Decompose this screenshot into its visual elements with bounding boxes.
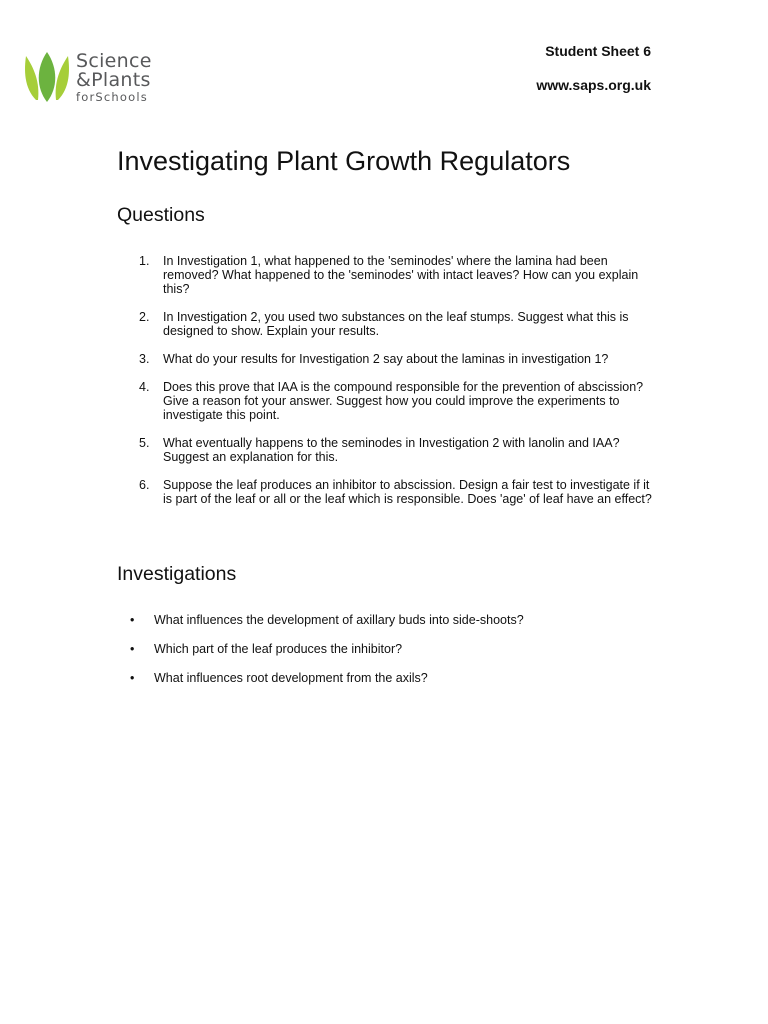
- question-number: 5.: [139, 436, 150, 450]
- question-item: [117, 436, 657, 464]
- question-number: 6.: [139, 478, 150, 492]
- question-number: 1.: [139, 254, 150, 268]
- bullet-icon: •: [130, 671, 135, 685]
- question-text: In Investigation 1, what happened to the 'seminodes' where the lamina had been removed? What happened to the 'seminodes' with intact leaves? How can you explain this?: [163, 254, 639, 296]
- question-item: [117, 254, 657, 296]
- question-item: [117, 352, 657, 366]
- sheet-label: Student Sheet 6: [545, 43, 651, 59]
- question-number: 3.: [139, 352, 150, 366]
- site-url: www.saps.org.uk: [536, 77, 651, 93]
- question-text: What do your results for Investigation 2 say about the laminas in investigation 1?: [163, 352, 609, 366]
- logo-line-science: Science: [76, 50, 152, 72]
- investigation-text: What influences root development from the axils?: [154, 671, 428, 685]
- investigation-list: [117, 613, 657, 700]
- investigations-heading: Investigations: [117, 563, 237, 585]
- leaves-icon: [22, 48, 72, 106]
- logo-line-schools: forSchools: [76, 90, 148, 104]
- logo-line-plants: &Plants: [76, 69, 151, 91]
- questions-heading: Questions: [117, 204, 205, 226]
- question-number: 4.: [139, 380, 150, 394]
- page-title: Investigating Plant Growth Regulators: [117, 146, 571, 176]
- bullet-icon: •: [130, 642, 135, 656]
- question-number: 2.: [139, 310, 150, 324]
- question-list: [117, 254, 657, 520]
- question-item: [117, 380, 657, 422]
- question-text: Suppose the leaf produces an inhibitor to abscission. Design a fair test to investigate if it is part of the leaf or all or the leaf which is responsible. Does 'age' of leaf have an effect?: [163, 478, 652, 506]
- question-text: Does this prove that IAA is the compound responsible for the prevention of abscission? Give a reason fot your answer. Suggest how you could improve the experiments to investigate this point.: [163, 380, 644, 422]
- investigation-text: Which part of the leaf produces the inhibitor?: [154, 642, 403, 656]
- list-item: [117, 642, 657, 656]
- investigation-text: What influences the development of axillary buds into side-shoots?: [154, 613, 524, 627]
- saps-logo: [22, 48, 182, 106]
- sheet-header: [536, 43, 651, 93]
- list-item: [117, 613, 657, 627]
- question-item: [117, 310, 657, 338]
- logo-wordmark: [76, 52, 152, 104]
- question-text: In Investigation 2, you used two substances on the leaf stumps. Suggest what this is designed to show. Explain your results.: [163, 310, 629, 338]
- question-item: [117, 478, 657, 506]
- question-text: What eventually happens to the seminodes in Investigation 2 with lanolin and IAA? Suggest an explanation for this.: [163, 436, 620, 464]
- bullet-icon: •: [130, 613, 135, 627]
- list-item: [117, 671, 657, 685]
